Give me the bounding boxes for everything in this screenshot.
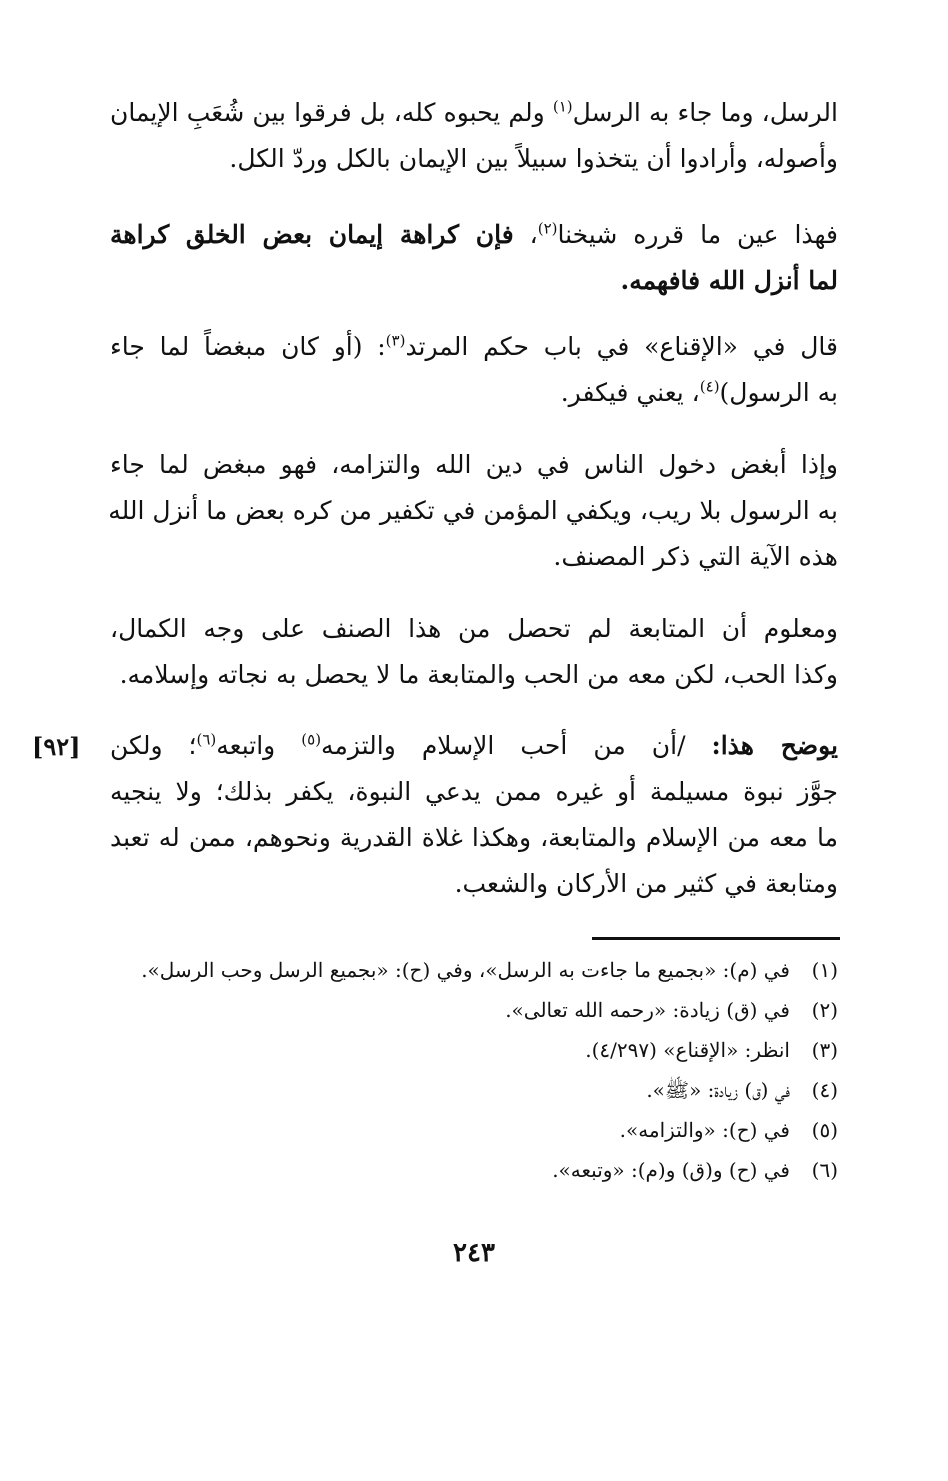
footnote-item (110, 990, 838, 1030)
text-line: وإذا أبغض دخول الناس في دين الله والتزامه، فهو مبغض لما جاء (110, 450, 838, 479)
footnote-text: في (ق) زيادة: «رحمه الله تعالى». (505, 998, 790, 1022)
text-line: ما معه من الإسلام والمتابعة، وهكذا غلاة القدرية ونحوهم، ممن له تعبد (110, 823, 838, 852)
footnote-number: (٤) (811, 1078, 838, 1102)
text-line: جوَّز نبوة مسيلمة أو غيره ممن يدعي النبوة، يكفر بذلك؛ ولا ينجيه (110, 777, 838, 806)
text-line: الرسل، وما جاء به الرسل$^{(١)}$ ولم يحبوه كله، بل فرقوا بين شُعَبِ الإيمان (110, 97, 838, 127)
paragraph-3 (110, 324, 838, 416)
footnote-item (110, 1110, 838, 1150)
footnotes (110, 950, 838, 1190)
footnote-item (110, 1030, 838, 1070)
footnote-number: (١) (811, 958, 838, 982)
footnote-separator (592, 937, 840, 940)
footnote-number: (٢) (811, 998, 838, 1022)
footnote-item (110, 1070, 838, 1110)
paragraph-1 (110, 90, 838, 182)
text-line: لما أنزل الله فافهمه. (620, 266, 838, 295)
text-line: فهذا عين ما قرره شيخنا$^{(٢)}$، فإن كراهة إيمان بعض الخلق كراهة (110, 219, 838, 249)
text-line: ومتابعة في كثير من الأركان والشعب. (454, 869, 838, 898)
footnote-number: (٥) (811, 1118, 838, 1142)
footnote-text: في (ح) و(ق) و(م): «وتبعه». (552, 1158, 790, 1182)
text-line: وكذا الحب، لكن معه من الحب والمتابعة ما لا يحصل به نجاته وإسلامه. (119, 660, 838, 689)
text-line: يوضح هذا: /أن من أحب الإسلام والتزمه$^{(٥)}$ واتبعه$^{(٦)}$؛ ولكن (110, 730, 838, 760)
paragraph-2 (110, 212, 838, 304)
page-number: ٢٤٣ (453, 1238, 495, 1268)
text-line: وأصوله، وأرادوا أن يتخذوا سبيلاً بين الإيمان بالكل وردّ الكل. (229, 144, 838, 173)
footnote-item (110, 950, 838, 990)
text-line: ومعلوم أن المتابعة لم تحصل من هذا الصنف على وجه الكمال، (110, 614, 838, 643)
paragraph-4 (110, 442, 838, 580)
footnote-text: انظر: «الإقناع» (٤/٢٩٧). (585, 1038, 790, 1062)
text-line: هذه الآية التي ذكر المصنف. (553, 542, 838, 571)
footnote-text: في (م): «بجميع ما جاءت به الرسل»، وفي (ح): «بجميع الرسل وحب الرسل». (141, 958, 790, 982)
text-line: به الرسول بلا ريب، ويكفي المؤمن في تكفير من كره بعض ما أنزل الله (108, 496, 838, 525)
manuscript-page-marker: [٩٢] (32, 732, 81, 761)
footnote-number: (٣) (811, 1038, 838, 1062)
footnote-item (110, 1150, 838, 1190)
paragraph-6 (110, 723, 838, 907)
footnote-text: في (ق) زيادة: «ﷺ». (646, 1078, 790, 1102)
footnote-text: في (ح): «والتزامه». (619, 1118, 790, 1142)
paragraph-5 (110, 606, 838, 698)
text-line: به الرسول)$^{(٤)}$، يعني فيكفر. (560, 377, 838, 407)
text-line: قال في «الإقناع» في باب حكم المرتد$^{(٣)}$: (أو كان مبغضاً لما جاء (110, 331, 838, 361)
footnote-number: (٦) (811, 1158, 838, 1182)
